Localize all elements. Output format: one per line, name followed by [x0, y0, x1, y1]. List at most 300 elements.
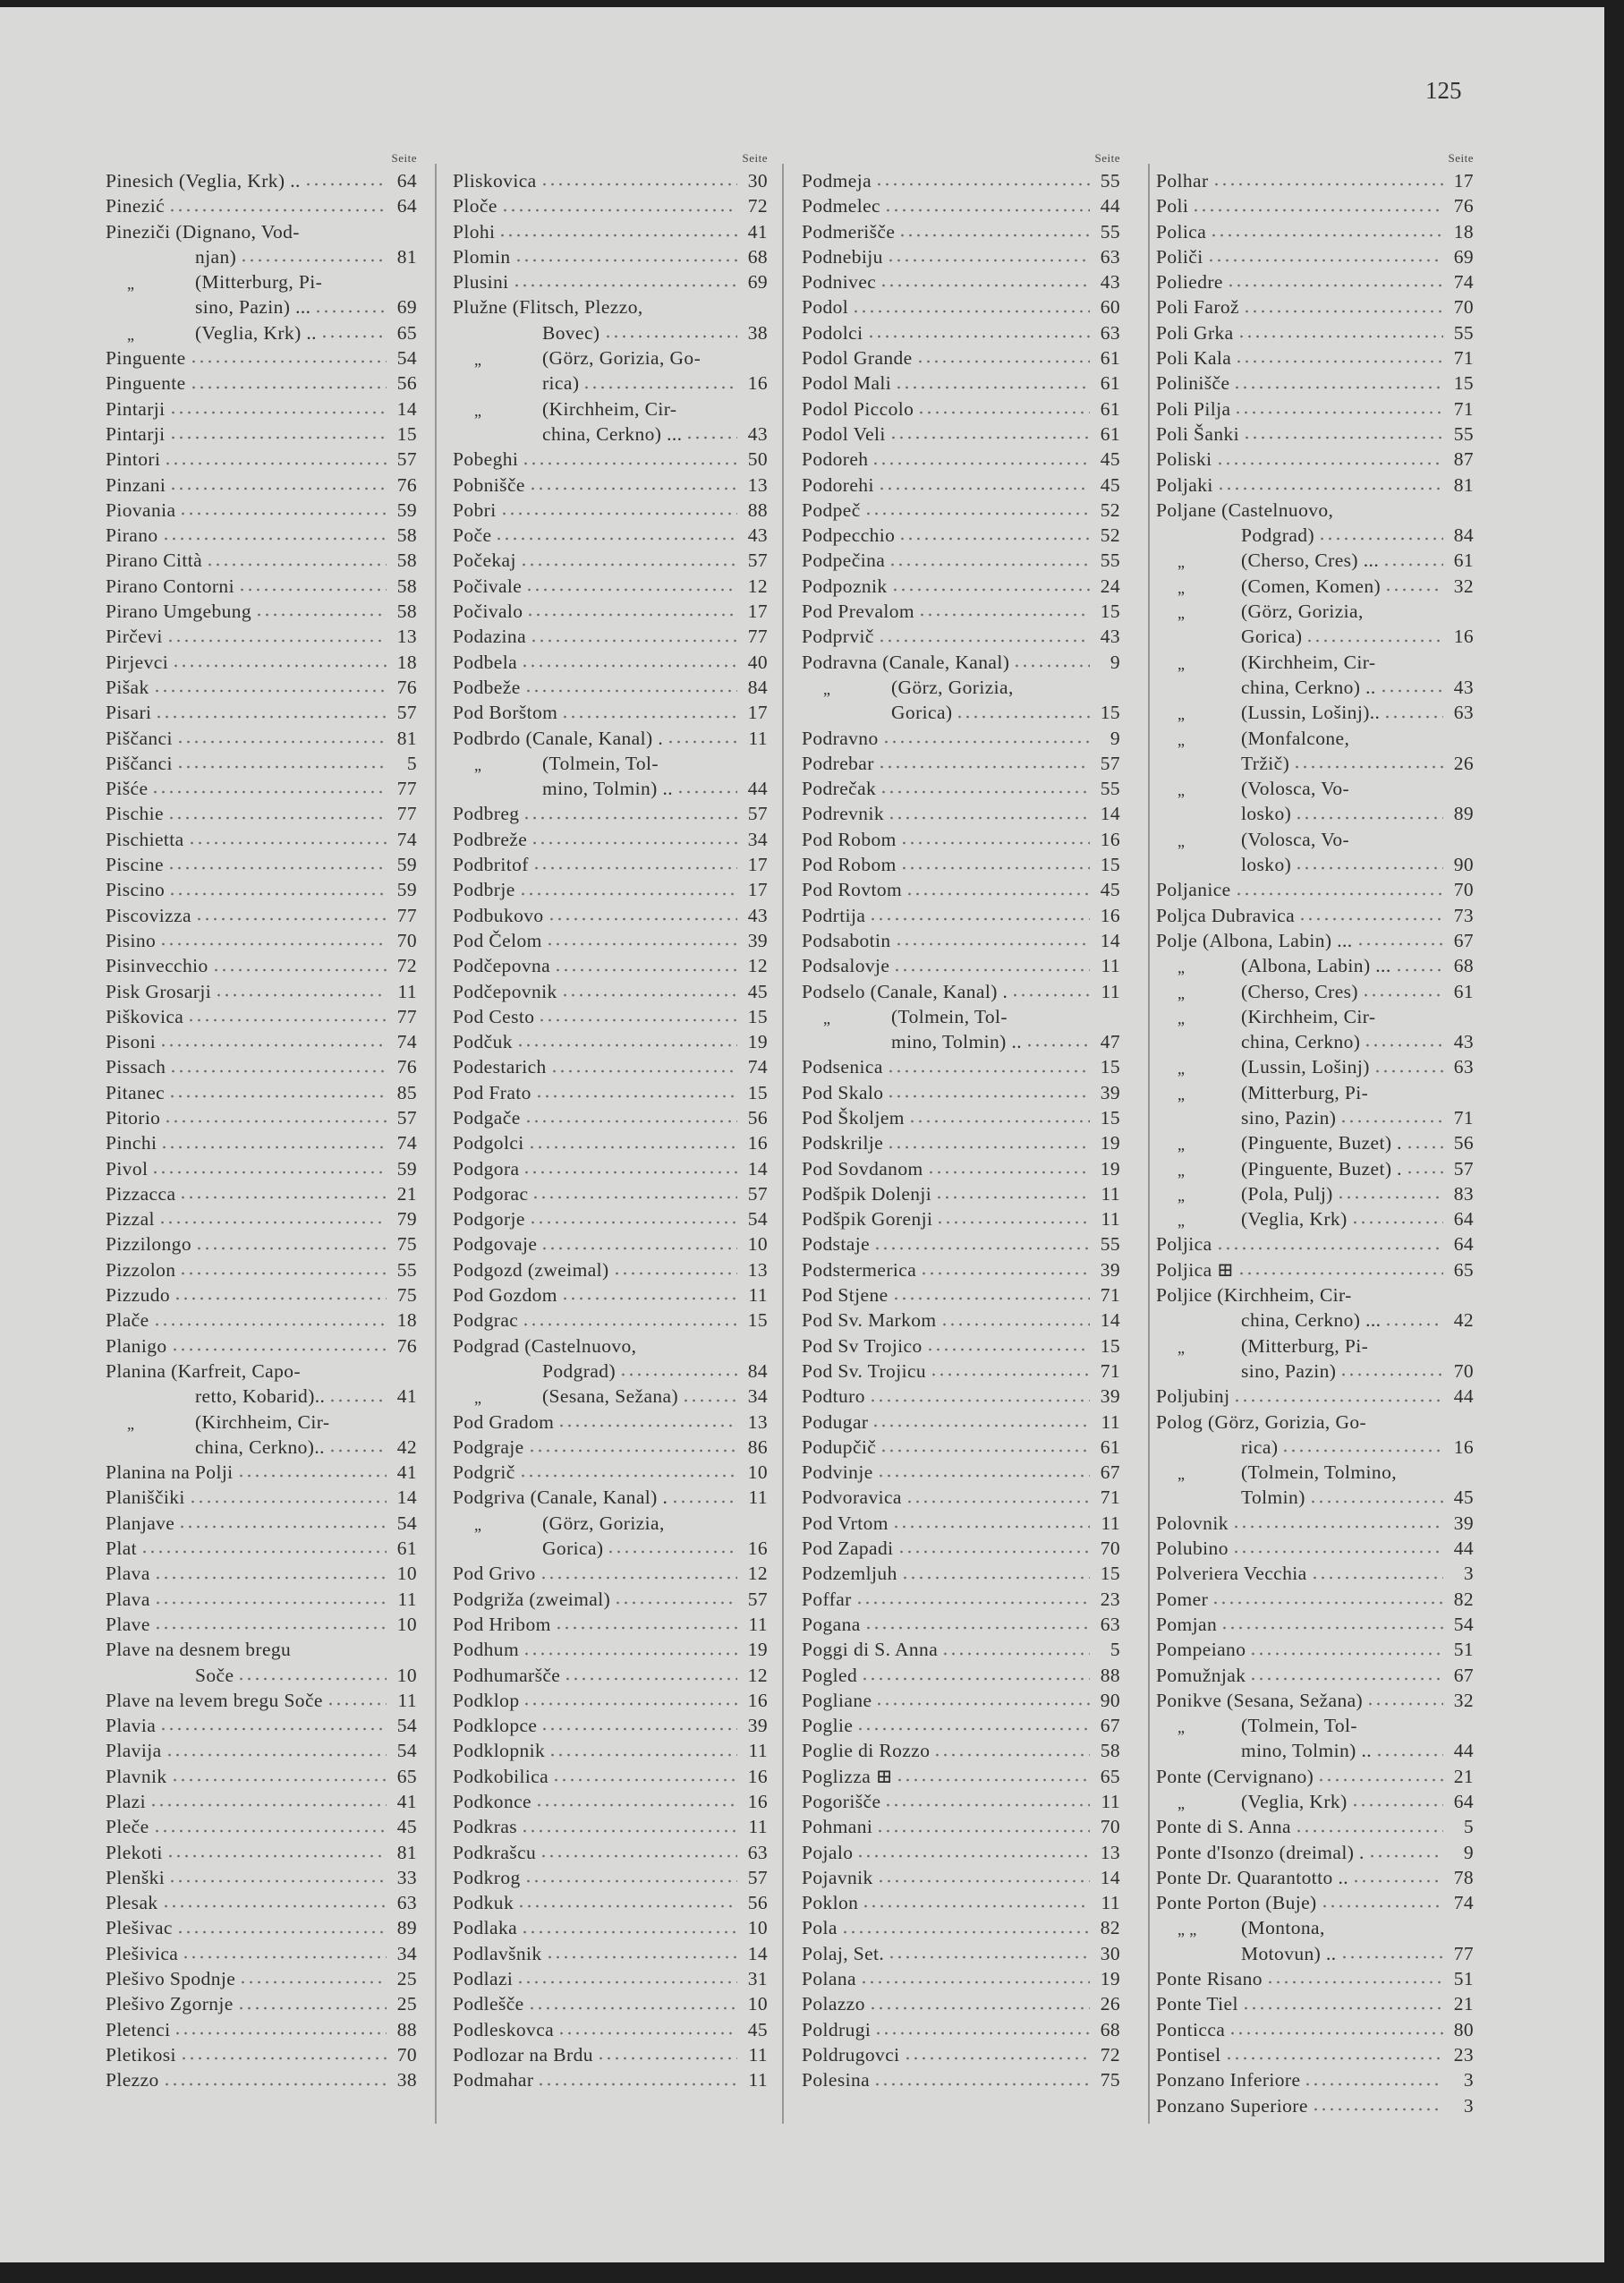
index-entry: [453, 1257, 768, 1282]
dot-leader: [1233, 371, 1443, 388]
index-entry: [1156, 1333, 1474, 1384]
entry-name: (Mitterburg, Pi-: [1241, 1081, 1369, 1103]
index-entry: [453, 953, 768, 978]
dot-leader: [523, 1156, 737, 1174]
page-reference: 75: [396, 1233, 417, 1256]
dot-leader: [540, 1231, 737, 1249]
entry-name: Plešivica: [106, 1942, 179, 1964]
index-entry: [106, 979, 417, 1004]
page-reference: 52: [1100, 498, 1120, 521]
index-entry: [1156, 1915, 1474, 1966]
page-reference: 15: [1453, 372, 1474, 395]
index-entry: [1156, 1587, 1474, 1612]
column-divider: [1148, 164, 1150, 2124]
page-reference: 21: [1453, 1765, 1474, 1787]
page-reference: 12: [747, 575, 768, 597]
entry-name: Ponzano Superiore: [1156, 2094, 1308, 2117]
dot-leader: [154, 1561, 387, 1579]
dot-leader: [540, 1713, 737, 1731]
page-reference: 19: [1100, 1157, 1120, 1180]
dot-leader: [159, 1029, 387, 1047]
index-entry: [106, 345, 417, 371]
page-reference: 81: [396, 1841, 417, 1863]
page-reference: 25: [396, 1968, 417, 1990]
index-entry: [453, 1738, 768, 1763]
entry-name: Pogled: [802, 1664, 858, 1686]
page-reference: 11: [1101, 1892, 1120, 1914]
page-reference: 19: [1100, 1132, 1120, 1154]
index-entry: [453, 447, 768, 472]
entry-name: Plekoti: [106, 1841, 163, 1863]
entry-name: Podol Veli: [802, 422, 886, 445]
ditto-mark: „: [1178, 1009, 1186, 1027]
index-entry: [106, 548, 417, 573]
index-entry: [802, 1764, 1120, 1789]
dot-leader: [891, 574, 1090, 592]
dot-leader: [538, 1004, 737, 1022]
entry-name: (Tolmein, Tol-: [891, 1005, 1008, 1027]
entry-name: Podčuk: [453, 1031, 513, 1053]
page-reference: 42: [1453, 1309, 1474, 1332]
entry-name: Poliči: [1156, 245, 1203, 268]
entry-name: Podpeč: [802, 498, 861, 521]
entry-name: Pineziči (Dignano, Vod-: [106, 220, 300, 243]
entry-name: Pinchi: [106, 1132, 157, 1154]
entry-name: Podkrog: [453, 1866, 521, 1888]
dot-leader: [557, 1410, 737, 1427]
page-reference: 14: [396, 1487, 417, 1509]
index-entry: [106, 650, 417, 675]
page-reference: 81: [396, 727, 417, 749]
page-reference: 38: [747, 321, 768, 344]
dot-leader: [523, 1637, 737, 1655]
entry-name: Plenški: [106, 1866, 166, 1888]
entry-name: Pojavnik: [802, 1866, 873, 1888]
entry-name-continuation: china, Cerkno): [1241, 1031, 1361, 1053]
entry-name: Podselo (Canale, Kanal) .: [802, 980, 1008, 1002]
dot-leader: [522, 1308, 737, 1325]
dot-leader: [895, 928, 1090, 946]
entry-name: Planiščiki: [106, 1487, 185, 1509]
entry-name: Pleče: [106, 1816, 149, 1838]
ditto-mark: „: [1178, 1136, 1186, 1154]
entry-name: Podgriva (Canale, Kanal) .: [453, 1487, 668, 1509]
index-entry: [453, 1865, 768, 1890]
page-reference: 45: [396, 1816, 417, 1838]
entry-name: (Volosca, Vo-: [1241, 828, 1350, 850]
dot-leader: [240, 244, 387, 262]
dot-leader: [154, 1612, 387, 1630]
page-reference: 18: [1453, 220, 1474, 243]
entry-name: Poljice (Kirchheim, Cir-: [1156, 1284, 1352, 1307]
dot-leader: [856, 1713, 1090, 1731]
entry-name-continuation: mino, Tolmin) ..: [542, 778, 674, 800]
index-entry: [802, 1359, 1120, 1384]
entry-name: Podgora: [453, 1157, 520, 1180]
entry-name-continuation: rica): [542, 372, 580, 395]
page-reference: 67: [1100, 1715, 1120, 1737]
page-reference: 19: [747, 1639, 768, 1661]
dot-leader: [607, 1536, 737, 1554]
dot-leader: [1352, 1865, 1443, 1883]
page-reference: 90: [1100, 1689, 1120, 1711]
page-reference: 82: [1100, 1917, 1120, 1939]
index-entry: [106, 1308, 417, 1333]
index-entry: [106, 827, 417, 852]
page-reference: 34: [747, 828, 768, 850]
dot-leader: [1207, 244, 1443, 262]
dot-leader: [238, 574, 387, 592]
page-reference: 90: [1453, 854, 1474, 876]
index-entry: [453, 294, 768, 345]
page-reference: 10: [396, 1563, 417, 1585]
dot-leader: [521, 1814, 737, 1832]
dot-leader: [852, 294, 1090, 312]
entry-name: Pod Skalo: [802, 1081, 884, 1103]
dot-leader: [873, 1231, 1090, 1249]
entry-name: Pod Školjem: [802, 1106, 905, 1129]
page-reference: 71: [1453, 397, 1474, 420]
page-reference: 88: [747, 498, 768, 521]
entry-name: Pod Čelom: [453, 929, 542, 951]
entry-name: Podgorje: [453, 1208, 525, 1231]
page-reference: 41: [396, 1461, 417, 1484]
index-entry: [802, 1789, 1120, 1814]
page-reference: 74: [1453, 1892, 1474, 1914]
page-reference: 14: [1100, 803, 1120, 825]
dot-leader: [613, 1257, 737, 1275]
entry-name: Ponzano Inferiore: [1156, 2069, 1301, 2091]
index-entry: [453, 498, 768, 523]
dot-leader: [875, 1688, 1090, 1706]
index-entry: [453, 1713, 768, 1738]
entry-name: Podčepovnik: [453, 980, 557, 1002]
index-entry: [106, 1561, 417, 1586]
entry-name-continuation: rica): [1241, 1435, 1279, 1458]
dot-leader: [880, 776, 1090, 794]
entry-name: Pizzal: [106, 1208, 155, 1231]
page-reference: 89: [1453, 803, 1474, 825]
dot-leader: [521, 650, 737, 668]
ditto-mark: „: [1178, 1186, 1186, 1205]
index-entry: [1156, 1890, 1474, 1915]
dot-leader: [889, 548, 1090, 566]
index-entry: [453, 1991, 768, 2016]
index-entry: [802, 1612, 1120, 1637]
dot-leader: [1281, 1435, 1443, 1452]
index-entry: [453, 1890, 768, 1915]
page-reference: 65: [396, 1765, 417, 1787]
page-reference: 32: [1453, 575, 1474, 597]
index-entry: [802, 1130, 1120, 1155]
dot-leader: [190, 371, 387, 388]
index-entry: [1156, 574, 1474, 599]
index-entry: [802, 193, 1120, 218]
column-header-seite: Seite: [1094, 151, 1120, 165]
entry-name: Pirano Umgebung: [106, 601, 252, 623]
entry-name: Plešivo Zgornje: [106, 1993, 234, 2015]
dot-leader: [554, 953, 737, 971]
index-entry: [453, 269, 768, 294]
index-entry: [802, 1105, 1120, 1130]
entry-name: Planina (Karfreit, Capo-: [106, 1359, 301, 1382]
entry-name: Poldrugovci: [802, 2043, 900, 2066]
entry-name-continuation: china, Cerkno) ...: [1241, 1309, 1382, 1332]
page-reference: 54: [747, 1208, 768, 1231]
dot-leader: [535, 1080, 737, 1098]
page-reference: 57: [396, 1106, 417, 1129]
entry-name: Podlazi: [453, 1968, 514, 1990]
dot-leader: [1266, 1966, 1443, 1984]
entry-name-continuation: Podgrad): [1241, 524, 1315, 547]
index-entry: [1156, 1840, 1474, 1865]
entry-name: Pod Frato: [453, 1081, 531, 1103]
entry-name: Ponikve (Sesana, Sežana): [1156, 1689, 1364, 1711]
index-entry: [802, 1536, 1120, 1561]
page-reference: 58: [1100, 1740, 1120, 1762]
page-reference: 11: [1101, 1182, 1120, 1205]
dot-leader: [158, 1206, 387, 1224]
entry-name: Podsenica: [802, 1056, 883, 1078]
dot-leader: [1011, 979, 1090, 997]
page-reference: 14: [1100, 929, 1120, 951]
entry-name-continuation: Soče: [195, 1664, 234, 1686]
page-reference: 11: [397, 980, 417, 1002]
page-reference: 57: [747, 1182, 768, 1205]
index-entry: [106, 371, 417, 396]
dot-leader: [604, 320, 738, 338]
entry-name-continuation: retto, Kobarid)..: [195, 1385, 326, 1408]
index-entry: [453, 1511, 768, 1562]
dot-leader: [864, 1612, 1090, 1630]
dot-leader: [168, 193, 387, 211]
entry-name: Poljca Dubravica: [1156, 904, 1296, 926]
ditto-mark: „: [1178, 730, 1186, 749]
index-entry: [106, 1637, 417, 1688]
page-reference: 14: [747, 1157, 768, 1180]
dot-leader: [1375, 1738, 1443, 1756]
index-entry: [1156, 168, 1474, 193]
entry-name: (Tolmein, Tolmino,: [1241, 1461, 1397, 1484]
page-reference: 15: [1100, 1563, 1120, 1585]
dot-leader: [878, 473, 1090, 490]
entry-name: Podnivec: [802, 271, 877, 294]
dot-leader: [159, 928, 387, 946]
page-reference: 11: [748, 1284, 768, 1307]
dot-leader: [557, 2017, 737, 2035]
dot-leader: [546, 928, 737, 946]
dot-leader: [877, 1865, 1090, 1883]
dot-leader: [537, 2067, 737, 2085]
dot-leader: [1382, 548, 1443, 566]
entry-name: Polazzo: [802, 1993, 865, 2015]
page-reference: 33: [396, 1866, 417, 1888]
index-entry: [802, 1004, 1120, 1055]
page-reference: 30: [1100, 1942, 1120, 1964]
entry-name: Podmeja: [802, 170, 872, 192]
page-reference: 16: [747, 1538, 768, 1560]
dot-leader: [151, 776, 387, 794]
index-entry: [453, 1764, 768, 1789]
page-reference: 70: [396, 929, 417, 951]
page-reference: 68: [747, 245, 768, 268]
index-entry: [802, 1941, 1120, 1966]
page-reference: 74: [396, 1031, 417, 1053]
entry-name: Polovnik: [1156, 1512, 1229, 1534]
page-reference: 15: [1100, 1056, 1120, 1078]
index-entry: [453, 1435, 768, 1460]
page-reference: 57: [1453, 1157, 1474, 1180]
page-reference: 12: [747, 1563, 768, 1585]
dot-leader: [1229, 2017, 1443, 2035]
page-reference: 15: [396, 422, 417, 445]
entry-name: Podbritof: [453, 854, 529, 876]
ditto-mark: „: [1178, 1060, 1186, 1078]
entry-name: Poljica: [1156, 1233, 1212, 1256]
dot-leader: [1309, 1485, 1443, 1503]
dot-leader: [531, 827, 737, 845]
dot-leader: [619, 1359, 737, 1376]
dot-leader: [168, 1865, 387, 1883]
entry-name: Polveriera Vecchia: [1156, 1563, 1307, 1585]
entry-name: Polaj, Set.: [802, 1942, 885, 1964]
entry-name: Pissach: [106, 1056, 166, 1078]
dot-leader: [878, 751, 1090, 769]
entry-name: Podol Grande: [802, 347, 913, 370]
dot-leader: [855, 1587, 1090, 1605]
dot-leader: [869, 1384, 1090, 1401]
entry-name: Pola: [802, 1917, 838, 1939]
page-reference: 15: [1100, 702, 1120, 724]
dot-leader: [155, 700, 387, 718]
dot-leader: [916, 345, 1090, 363]
index-entry: [453, 1915, 768, 1940]
entry-name: (Görz, Gorizia,: [542, 1512, 665, 1534]
entry-name: Podgriža (zweimal): [453, 1588, 611, 1610]
page-reference: 64: [1453, 1791, 1474, 1812]
entry-name: Pod Borštom: [453, 702, 558, 724]
dot-leader: [860, 1966, 1090, 1984]
dot-leader: [898, 219, 1090, 237]
dot-leader: [519, 1460, 737, 1478]
dot-leader: [529, 1206, 737, 1224]
index-entry: [453, 396, 768, 447]
ditto-mark: „: [1178, 781, 1186, 800]
index-entry: [1156, 219, 1474, 244]
index-entry: [453, 1789, 768, 1814]
ditto-mark: „: [823, 1009, 831, 1027]
entry-name: Podlaka: [453, 1917, 518, 1939]
page-reference: 56: [747, 1106, 768, 1129]
dot-leader: [180, 2042, 387, 2060]
dot-leader: [555, 1612, 737, 1630]
index-entry: [802, 447, 1120, 472]
index-entry: [453, 193, 768, 218]
index-entry: [1156, 1130, 1474, 1155]
index-entry: [802, 852, 1120, 877]
dot-leader: [530, 624, 737, 642]
entry-name: Plavia: [106, 1715, 157, 1737]
dot-leader: [1243, 294, 1443, 312]
index-entry: [802, 1435, 1120, 1460]
page-reference: 76: [396, 676, 417, 698]
entry-name: Poklon: [802, 1892, 859, 1914]
dot-leader: [901, 1561, 1090, 1579]
entry-name: Plesak: [106, 1892, 158, 1914]
index-entry: [453, 1688, 768, 1713]
page-reference: 32: [1453, 1689, 1474, 1711]
index-entry: [453, 2017, 768, 2042]
entry-name: Polica: [1156, 220, 1207, 243]
entry-name: Poglie: [802, 1715, 854, 1737]
entry-name: Podlozar na Brdu: [453, 2043, 593, 2066]
entry-name: Podol Piccolo: [802, 397, 914, 420]
dot-leader: [314, 294, 387, 312]
index-entry: [802, 1511, 1120, 1536]
index-page: [0, 7, 1604, 2262]
page-reference: 84: [747, 1359, 768, 1382]
entry-name: Podvoravica: [802, 1487, 902, 1509]
page-reference: 13: [747, 1410, 768, 1433]
dot-leader: [908, 1105, 1090, 1123]
ditto-mark: „: [1178, 1212, 1186, 1231]
dot-leader: [516, 1029, 737, 1047]
dot-leader: [875, 168, 1090, 186]
index-entry: [106, 726, 417, 751]
index-entry: [802, 574, 1120, 599]
index-entry: [1156, 1991, 1474, 2016]
dot-leader: [1295, 852, 1443, 870]
index-entry: [106, 1865, 417, 1890]
dot-leader: [1351, 1206, 1443, 1224]
dot-leader: [884, 1789, 1090, 1807]
index-entry: [1156, 1561, 1474, 1586]
dot-leader: [864, 498, 1090, 515]
index-entry: [802, 168, 1120, 193]
index-entry: [453, 168, 768, 193]
entry-name: Polana: [802, 1968, 856, 1990]
page-reference: 63: [1453, 702, 1474, 724]
entry-name: Pintori: [106, 448, 161, 471]
page-reference: 21: [1453, 1993, 1474, 2015]
entry-name: Pinguente: [106, 372, 186, 395]
dot-leader: [873, 2067, 1090, 2085]
entry-name: Podmahar: [453, 2069, 534, 2091]
entry-name: (Sesana, Sežana): [542, 1385, 679, 1408]
index-entry: [453, 1460, 768, 1485]
page-reference: 88: [1100, 1664, 1120, 1686]
entry-name: Pletenci: [106, 2018, 171, 2040]
index-column-3: [802, 149, 1120, 2093]
dot-leader: [520, 548, 737, 566]
dot-leader: [841, 1915, 1090, 1933]
page-reference: 39: [1100, 1385, 1120, 1408]
page-reference: 58: [396, 524, 417, 547]
dot-leader: [1237, 320, 1443, 338]
ditto-mark: „: [823, 679, 831, 698]
dot-leader: [195, 1231, 387, 1249]
dot-leader: [1293, 751, 1443, 769]
entry-name: Podprvič: [802, 626, 874, 648]
entry-name: Pišće: [106, 778, 149, 800]
page-reference: 17: [747, 879, 768, 901]
dot-leader: [540, 1561, 737, 1579]
page-reference: 17: [747, 702, 768, 724]
ditto-mark: „: [474, 1515, 482, 1534]
entry-name: Pinzani: [106, 473, 166, 496]
dot-leader: [174, 2017, 387, 2035]
dot-leader: [614, 1587, 737, 1605]
